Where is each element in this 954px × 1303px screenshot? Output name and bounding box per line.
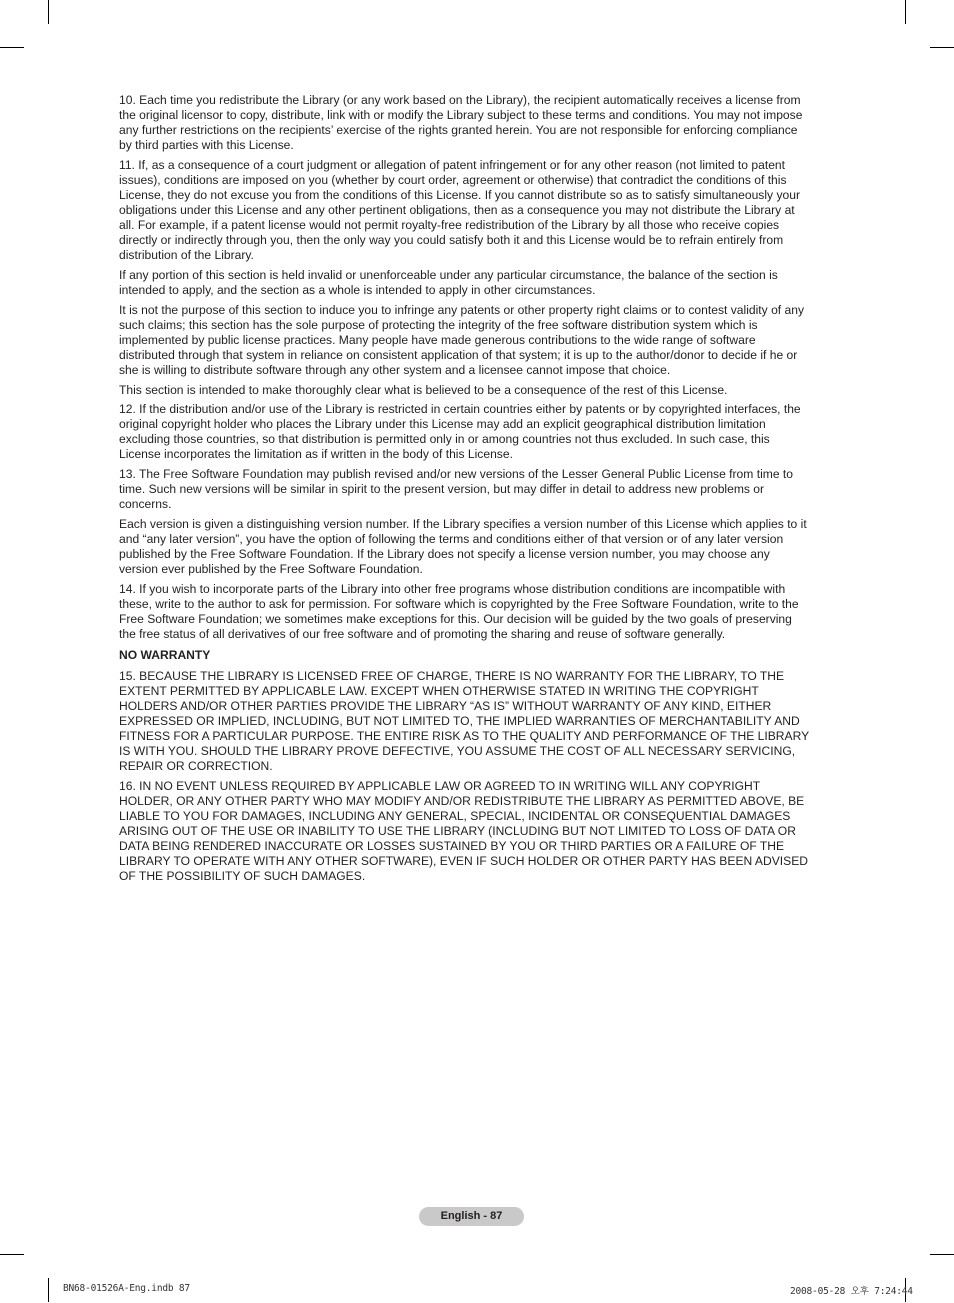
license-paragraph: If any portion of this section is held invalid or unenforceable under any particular circumstance, the balance of the section is intended to apply, and the section as a whole is intended to apply in other circumstances. [119, 267, 778, 297]
file-slug: BN68-01526A-Eng.indb 87 [63, 1283, 190, 1294]
license-text-body [119, 93, 812, 889]
crop-mark-top-right-vertical [905, 0, 906, 24]
crop-mark-top-right-horizontal [930, 47, 954, 48]
license-paragraph: It is not the purpose of this section to induce you to infringe any patents or other property right claims or to contest validity of any such claims; this section has the sole purpose of protecting the integrity of the free software distribution system which is implemented by public license practices. Many people have made generous contributions to the wide range of software distributed through that system in reliance on consistent application of that system; it is up to the author/donor to decide if he or she is willing to distribute software through any other system and a licensee cannot impose that choice. [119, 302, 805, 377]
crop-mark-bottom-left-horizontal [0, 1254, 24, 1255]
crop-mark-bottom-left-vertical [48, 1278, 49, 1302]
license-paragraph: Each version is given a distinguishing version number. If the Library specifies a version number of this License which applies to it and “any later version”, you have the option of following the terms and conditions either of that version or of any later version published by the Free Software Foundation. If the Library does not specify a license version number, you may choose any version ever published by the Free Software Foundation. [119, 517, 807, 577]
license-paragraph: 10. Each time you redistribute the Library (or any work based on the Library), the recipient automatically receives a license from the original licensor to copy, distribute, link with or modify the Library subject to these terms and conditions. You may not impose any further restrictions on the recipients’ exercise of the rights granted herein. You are not responsible for enforcing compliance by third parties with this License. [119, 93, 803, 152]
crop-mark-bottom-right-horizontal [930, 1254, 954, 1255]
license-paragraph: 15. BECAUSE THE LIBRARY IS LICENSED FREE OF CHARGE, THERE IS NO WARRANTY FOR THE LIBRARY, TO THE EXTENT PERMITTED BY APPLICABLE LAW. EXCEPT WHEN OTHERWISE STATED IN WRITING THE COPYRIGHT HOLDERS AND/OR OTHER PARTIES PROVIDE THE LIBRARY “AS IS” WITHOUT WARRANTY OF ANY KIND, EITHER EXPRESSED OR IMPLIED, INCLUDING, BUT NOT LIMITED TO, THE IMPLIED WARRANTIES OF MERCHANTABILITY AND FITNESS FOR A PARTICULAR PURPOSE. THE ENTIRE RISK AS TO THE QUALITY AND PERFORMANCE OF THE LIBRARY IS WITH YOU. SHOULD THE LIBRARY PROVE DEFECTIVE, YOU ASSUME THE COST OF ALL NECESSARY SERVICING, REPAIR OR CORRECTION. [119, 669, 809, 774]
license-paragraph: 12. If the distribution and/or use of the Library is restricted in certain countries either by patents or by copyrighted interfaces, the original copyright holder who places the Library under this License may add an explicit geographical distribution limitation excluding those countries, so that distribution is permitted only in or among countries not thus excluded. In such case, this License incorporates the limitation as if written in the body of this License. [119, 402, 801, 462]
license-paragraph: 16. IN NO EVENT UNLESS REQUIRED BY APPLICABLE LAW OR AGREED TO IN WRITING WILL ANY COPYRIGHT HOLDER, OR ANY OTHER PARTY WHO MAY MODIFY AND/OR REDISTRIBUTE THE LIBRARY AS PERMITTED ABOVE, BE LIABLE TO YOU FOR DAMAGES, INCLUDING ANY GENERAL, SPECIAL, INCIDENTAL OR CONSEQUENTIAL DAMAGES ARISING OUT OF THE USE OR INABILITY TO USE THE LIBRARY (INCLUDING BUT NOT LIMITED TO LOSS OF DATA OR DATA BEING RENDERED INACCURATE OR LOSSES SUSTAINED BY YOU OR THIRD PARTIES OR A FAILURE OF THE LIBRARY TO OPERATE WITH ANY OTHER SOFTWARE), EVEN IF SUCH HOLDER OR OTHER PARTY HAS BEEN ADVISED OF THE POSSIBILITY OF SUCH DAMAGES. [119, 779, 809, 884]
crop-mark-top-left-horizontal [0, 47, 24, 48]
crop-mark-top-left-vertical [48, 0, 49, 24]
print-timestamp: 2008-05-28 오후 7:24:44 [790, 1286, 913, 1297]
license-paragraph: 11. If, as a consequence of a court judgment or allegation of patent infringement or for any other reason (not limited to patent issues), conditions are imposed on you (whether by court order, agreement or otherwise) that contradict the conditions of this License, they do not excuse you from the conditions of this License. If you cannot distribute so as to satisfy simultaneously your obligations under this License and any other pertinent obligations, then as a consequence you may not distribute the Library at all. For example, if a patent license would not permit royalty-free redistribution of the Library by all those who receive copies directly or indirectly through you, then the only way you could satisfy both it and this License would be to refrain entirely from distribution of the Library. [119, 157, 800, 262]
license-paragraph: 13. The Free Software Foundation may publish revised and/or new versions of the Lesser General Public License from time to time. Such new versions will be similar in spirit to the present version, but may differ in detail to address new problems or concerns. [119, 467, 794, 512]
page-number-label: English - 87 [419, 1207, 524, 1226]
license-paragraph: This section is intended to make thoroughly clear what is believed to be a consequence of the rest of this License. [119, 382, 728, 397]
license-paragraph: 14. If you wish to incorporate parts of the Library into other free programs whose distribution conditions are incompatible with these, write to the author to ask for permission. For software which is copyrighted by the Free Software Foundation, write to the Free Software Foundation; we sometimes make exceptions for this. Our decision will be guided by the two goals of preserving the free status of all derivatives of our free software and of promoting the sharing and reuse of software generally. [119, 582, 799, 642]
section-heading: NO WARRANTY [119, 648, 211, 663]
